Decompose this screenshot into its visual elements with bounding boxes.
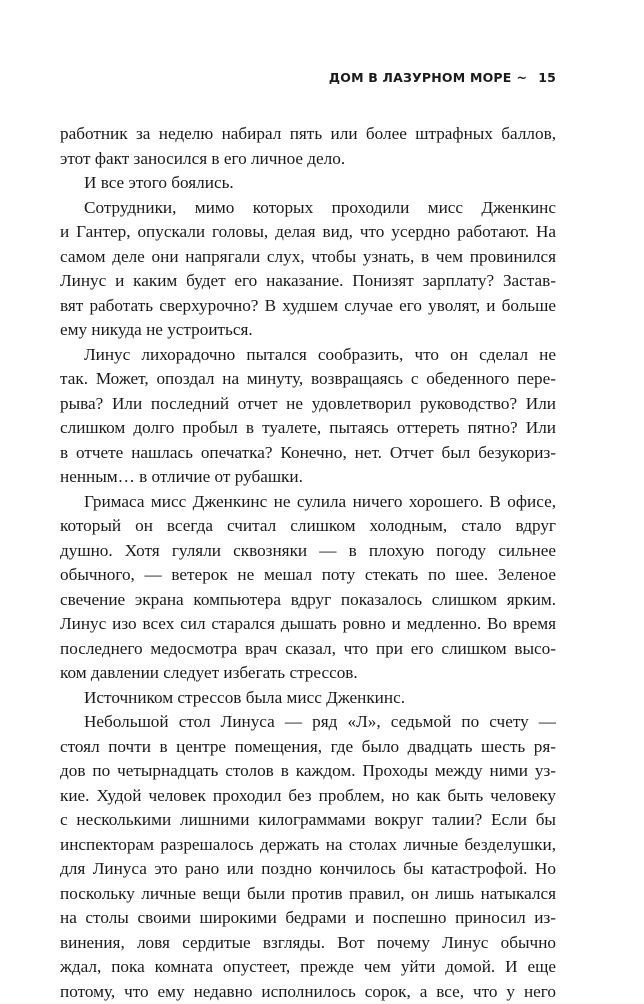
text-line: в отчете нашлась опечатка? Конечно, нет. Отчет был безукориз- [60, 441, 556, 466]
text-line: инспекторам разрешалось держать на столах личные безделушки, [60, 833, 556, 858]
text-line: дов по четырнадцать столов в каждом. Проходы между ними уз- [60, 759, 556, 784]
text-line: работник за неделю набирал пять или более штрафных баллов, [60, 122, 556, 147]
text-line: ему никуда не устроиться. [60, 318, 556, 343]
text-line: кие. Худой человек проходил без проблем, но как быть человеку [60, 784, 556, 809]
paragraph [60, 196, 556, 343]
text-line: и Гантер, опускали головы, делая вид, что усердно работают. На [60, 220, 556, 245]
paragraph [60, 343, 556, 490]
text-line: так. Может, опоздал на минуту, возвращаясь с обеденного пере- [60, 367, 556, 392]
text-line: ком давлении следует избегать стрессов. [60, 661, 556, 686]
paragraph [60, 122, 556, 171]
text-line: с несколькими лишними килограммами вокруг талии? Если бы [60, 808, 556, 833]
text-line: поскольку личные вещи были против правил, он лишь натыкался [60, 882, 556, 907]
text-line: И все этого боялись. [60, 171, 556, 196]
text-line: обычного, — ветерок не мешал поту стекать по шее. Зеленое [60, 563, 556, 588]
running-head [60, 70, 556, 85]
text-line: Линус изо всех сил старался дышать ровно и медленно. Во время [60, 612, 556, 637]
text-line: Небольшой стол Линуса — ряд «Л», седьмой по счету — [60, 710, 556, 735]
text-line: рыва? Или последний отчет не удовлетворил руководство? Или [60, 392, 556, 417]
text-line: этот факт заносился в его личное дело. [60, 147, 556, 172]
paragraph [60, 710, 556, 1004]
text-line: последнего медосмотра врач сказал, что при его слишком высо- [60, 637, 556, 662]
text-line: Линус и каким будет его наказание. Понизят зарплату? Застав- [60, 269, 556, 294]
text-line: ждал, пока комната опустеет, прежде чем уйти домой. И еще [60, 955, 556, 980]
text-line: Сотрудники, мимо которых проходили мисс Дженкинс [60, 196, 556, 221]
text-line: Линус лихорадочно пытался сообразить, что он сделал не [60, 343, 556, 368]
text-line: самом деле они напрягали слух, чтобы узнать, в чем провинился [60, 245, 556, 270]
book-title: ДОМ В ЛАЗУРНОМ МОРЕ [329, 70, 512, 85]
paragraph [60, 686, 556, 711]
paragraph [60, 490, 556, 686]
text-line: слишком долго пробыл в туалете, пытаясь оттереть пятно? Или [60, 416, 556, 441]
text-line: на столы своими широкими бедрами и поспешно приносил из- [60, 906, 556, 931]
header-separator: ~ [517, 70, 528, 85]
body-text [60, 122, 556, 1004]
text-line: винения, ловя сердитые взгляды. Вот почему Линус обычно [60, 931, 556, 956]
text-line: вят работать сверхурочно? В худшем случае его уволят, и больше [60, 294, 556, 319]
text-line: который он всегда считал слишком холодным, стало вдруг [60, 514, 556, 539]
text-line: ненным… в отличие от рубашки. [60, 465, 556, 490]
text-line: для Линуса это рано или поздно кончилось бы катастрофой. Но [60, 857, 556, 882]
page-number: 15 [538, 70, 556, 85]
paragraph [60, 171, 556, 196]
text-line: душно. Хотя гуляли сквозняки — в плохую погоду сильнее [60, 539, 556, 564]
text-line: потому, что ему недавно исполнилось сорок, а все, что у него [60, 980, 556, 1004]
text-line: стоял почти в центре помещения, где было двадцать шесть ря- [60, 735, 556, 760]
text-line: Гримаса мисс Дженкинс не сулила ничего хорошего. В офисе, [60, 490, 556, 515]
text-line: Источником стрессов была мисс Дженкинс. [60, 686, 556, 711]
text-line: свечение экрана компьютера вдруг показалось слишком ярким. [60, 588, 556, 613]
